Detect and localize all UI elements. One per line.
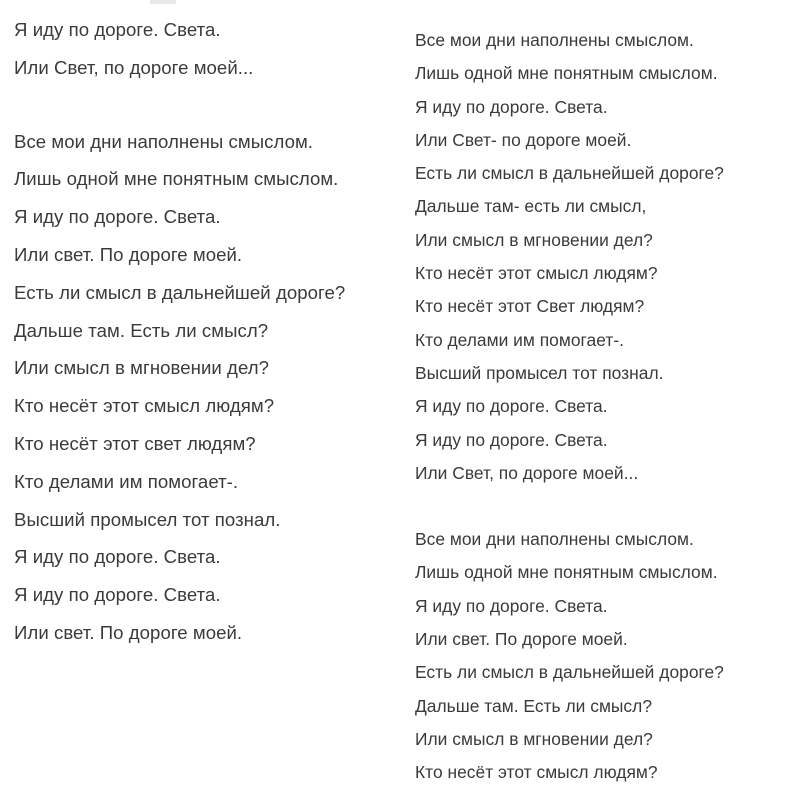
- poem-line: Кто делами им помогает-.: [14, 470, 239, 492]
- poem-line: Дальше там- есть ли смысл,: [415, 196, 647, 217]
- poem-line: Кто несёт этот смысл людям?: [14, 395, 275, 417]
- poem-line: Я иду по дороге. Света.: [415, 429, 608, 450]
- poem-line: Я иду по дороге. Света.: [14, 19, 221, 40]
- poem-line: Я иду по дороге. Света.: [415, 96, 608, 117]
- poem-line: Или свет. По дороге моей.: [14, 243, 243, 265]
- poem-line: Дальше там. Есть ли смысл?: [14, 319, 269, 341]
- poem-line: Или Свет, по дороге моей...: [415, 462, 639, 483]
- poem-line: Лишь одной мне понятным смыслом.: [14, 168, 339, 190]
- poem-line: Лишь одной мне понятным смыслом.: [415, 562, 718, 583]
- poem-line: Я иду по дороге. Света.: [14, 584, 221, 606]
- poem-line: Лишь одной мне понятным смыслом.: [415, 63, 718, 84]
- poem-line: Кто делами им помогает-.: [415, 329, 624, 350]
- poem-line: Или свет. По дороге моей.: [415, 629, 628, 650]
- poem-line: Высший промысел тот познал.: [415, 362, 664, 383]
- poem-column-right: [400, 24, 800, 790]
- poem-line: Есть ли смысл в дальнейшей дороге?: [14, 281, 346, 303]
- poem-column-left: [0, 11, 415, 652]
- poem-line: Или свет. По дороге моей.: [14, 621, 243, 643]
- poem-line: Есть ли смысл в дальнейшей дороге?: [415, 163, 724, 184]
- poem-line: Я иду по дороге. Света.: [415, 595, 608, 616]
- scan-artifact-top: [150, 0, 176, 4]
- poem-line: Есть ли смысл в дальнейшей дороге?: [415, 662, 724, 683]
- poem-line: Высший промысел тот познал.: [14, 508, 281, 530]
- poem-line: Кто несёт этот смысл людям?: [415, 762, 658, 783]
- poem-line: Кто несёт этот Свет людям?: [415, 296, 645, 317]
- poem-line: Я иду по дороге. Света.: [415, 396, 608, 417]
- poem-line: Все мои дни наполнены смыслом.: [415, 30, 694, 50]
- poem-line: Я иду по дороге. Света.: [14, 206, 221, 228]
- poem-line: Кто несёт этот свет людям?: [14, 432, 256, 454]
- poem-line: Или смысл в мгновении дел?: [14, 357, 270, 379]
- poem-line: Все мои дни наполнены смыслом.: [14, 130, 314, 152]
- poem-line: Или смысл в мгновении дел?: [415, 728, 653, 749]
- poem-line: Или Свет, по дороге моей...: [14, 56, 254, 78]
- poem-line: Я иду по дороге. Света.: [14, 546, 221, 568]
- poem-line: Все мои дни наполнены смыслом.: [415, 529, 694, 550]
- poem-line: Или Свет- по дороге моей.: [415, 129, 632, 150]
- poem-line: Или смысл в мгновении дел?: [415, 229, 653, 250]
- poem-line: Кто несёт этот смысл людям?: [415, 263, 658, 284]
- poem-line: Дальше там. Есть ли смысл?: [415, 695, 653, 716]
